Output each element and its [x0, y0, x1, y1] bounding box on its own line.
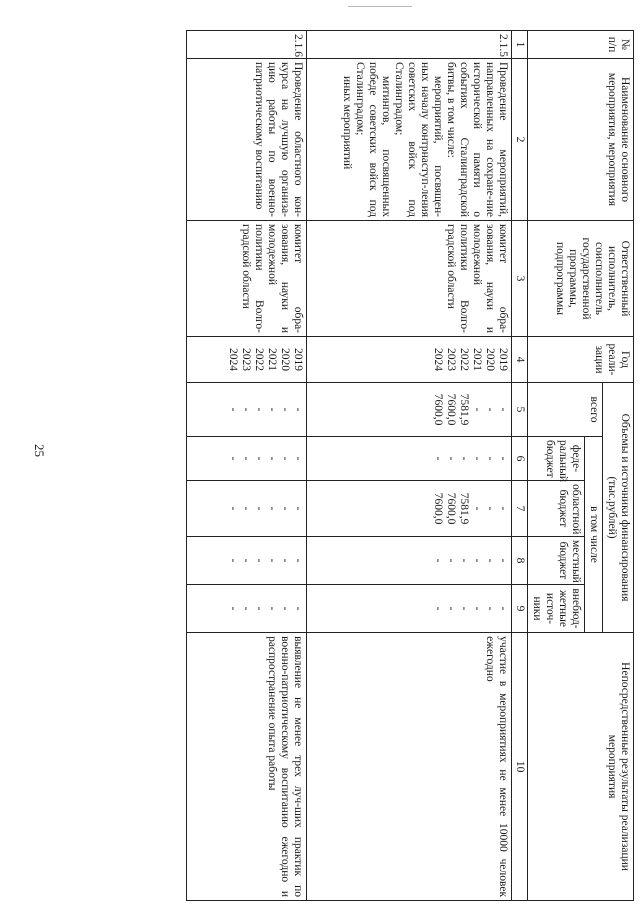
total-value: 7600,0: [432, 393, 444, 426]
row-local: [307, 537, 512, 585]
row-result: выявление не менее трех луч-ших практик по военно-патриотическому воспитанию ежегодно и распространение опыта работы: [187, 633, 307, 901]
local-value: -: [484, 558, 496, 563]
row-id: 2.1.5.: [307, 31, 512, 59]
local-value: -: [292, 558, 304, 563]
year-value: 2021: [266, 348, 278, 371]
row-total: [187, 383, 307, 437]
col-num-6: 6: [512, 437, 528, 481]
column-number-row: [512, 31, 528, 901]
year-value: 2020: [484, 348, 496, 371]
col-num-7: 7: [512, 481, 528, 537]
federal-value: -: [279, 456, 291, 461]
federal-value: -: [458, 456, 470, 461]
header-finance: Объемы и источники финансирования (тыс.рублей): [603, 383, 634, 633]
col-num-10: 10: [512, 633, 528, 901]
total-value: -: [497, 407, 509, 412]
row-result: участие в мероприятиях не менее 10000 человек ежегодно: [307, 633, 512, 901]
regional-value: -: [266, 506, 278, 511]
local-value: -: [458, 558, 470, 563]
total-value: -: [266, 407, 278, 412]
row-years: [307, 337, 512, 383]
col-num-8: 8: [512, 537, 528, 585]
header-year: Год реали-зации: [528, 337, 634, 383]
header-executor: Ответственный исполнитель, соисполнитель государственной программы, подпрограммы: [528, 221, 634, 337]
row-executor: комитет обра-зования, науки и молодежной политики Волго-градской области: [187, 221, 307, 337]
col-num-4: 4: [512, 337, 528, 383]
local-value: -: [497, 558, 509, 563]
regional-value: -: [292, 506, 304, 511]
total-value: -: [292, 407, 304, 412]
header-regional: областной бюджет: [528, 481, 585, 537]
header-local: местный бюджет: [528, 537, 585, 585]
federal-value: -: [497, 456, 509, 461]
regional-value: -: [227, 506, 239, 511]
regional-value: 7600,0: [432, 492, 444, 525]
header-results: Непосредственные результаты реализации мероприятия: [528, 633, 634, 901]
row-name-line: митингов, посвященных победе советских войск под Сталинградом;: [354, 62, 392, 217]
header-row-1: [603, 31, 634, 901]
local-value: -: [227, 558, 239, 563]
regional-value: -: [484, 506, 496, 511]
offbudget-value: -: [292, 606, 304, 611]
local-value: -: [240, 558, 252, 563]
local-value: -: [471, 558, 483, 563]
regional-value: 7581,9: [458, 492, 470, 525]
row-offbudget: [187, 585, 307, 633]
row-federal: [307, 437, 512, 481]
program-table: [186, 30, 634, 901]
header-federal: феде-ральный бюджет: [528, 437, 585, 481]
local-value: -: [279, 558, 291, 563]
row-offbudget: [307, 585, 512, 633]
local-value: -: [432, 558, 444, 563]
offbudget-value: -: [253, 606, 265, 611]
federal-value: -: [266, 456, 278, 461]
row-name-line: иных мероприятий: [341, 76, 353, 170]
year-value: 2019: [292, 348, 304, 371]
year-value: 2023: [240, 348, 252, 371]
row-federal: [187, 437, 307, 481]
header-offbudget: внебюд-жетные источ-ники: [528, 585, 585, 633]
row-total: [307, 383, 512, 437]
regional-value: -: [279, 506, 291, 511]
local-value: -: [266, 558, 278, 563]
offbudget-value: -: [484, 606, 496, 611]
offbudget-value: -: [445, 606, 457, 611]
regional-value: 7600,0: [445, 492, 457, 525]
year-value: 2022: [253, 348, 265, 371]
regional-value: -: [253, 506, 265, 511]
col-num-9: 9: [512, 585, 528, 633]
federal-value: -: [240, 456, 252, 461]
total-value: -: [253, 407, 265, 412]
total-value: -: [227, 407, 239, 412]
regional-value: -: [240, 506, 252, 511]
rotated-sheet: [211, 30, 634, 900]
offbudget-value: -: [240, 606, 252, 611]
col-num-2: 2: [512, 59, 528, 221]
total-value: -: [240, 407, 252, 412]
offbudget-value: -: [497, 606, 509, 611]
total-value: -: [279, 407, 291, 412]
col-num-5: 5: [512, 383, 528, 437]
offbudget-value: -: [279, 606, 291, 611]
federal-value: -: [471, 456, 483, 461]
federal-value: -: [292, 456, 304, 461]
scan-artifact-line: [348, 6, 412, 7]
year-value: 2023: [445, 348, 457, 371]
federal-value: -: [445, 456, 457, 461]
local-value: -: [445, 558, 457, 563]
regional-value: -: [471, 506, 483, 511]
row-local: [187, 537, 307, 585]
offbudget-value: -: [432, 606, 444, 611]
year-value: 2019: [497, 348, 509, 371]
table-row: [187, 31, 307, 901]
regional-value: -: [497, 506, 509, 511]
total-value: 7581,9: [458, 393, 470, 426]
col-num-1: 1: [512, 31, 528, 59]
row-id: 2.1.6.: [187, 31, 307, 59]
row-regional: [187, 481, 307, 537]
total-value: -: [484, 407, 496, 412]
table-row: [307, 31, 512, 901]
col-num-3: 3: [512, 221, 528, 337]
total-value: -: [471, 407, 483, 412]
row-years: [187, 337, 307, 383]
page-number-text: 25: [32, 444, 47, 457]
federal-value: -: [432, 456, 444, 461]
year-value: 2021: [471, 348, 483, 371]
row-regional: [307, 481, 512, 537]
offbudget-value: -: [471, 606, 483, 611]
row-name-line: Проведение областного кон-курса на лучшую организа-цию работы по военно-патриотическому воспитанию: [253, 62, 304, 217]
local-value: -: [253, 558, 265, 563]
row-name: [187, 59, 307, 221]
year-value: 2022: [458, 348, 470, 371]
row-name-line: Проведение мероприятий, направленных на сохране-ние исторической памяти о событиях Сталинградской битвы, в том числе:: [445, 62, 509, 217]
row-name: [307, 59, 512, 221]
row-executor: комитет обра-зования, науки и молодежной политики Волго-градской области: [307, 221, 512, 337]
header-incl: в том числе: [585, 437, 603, 633]
offbudget-value: -: [458, 606, 470, 611]
header-name: Наименование основного мероприятия, мероприятия: [528, 59, 634, 221]
offbudget-value: -: [227, 606, 239, 611]
year-value: 2020: [279, 348, 291, 371]
federal-value: -: [253, 456, 265, 461]
row-name-line: мероприятий, посвящен-ных началу контрнаступ-ления советских войск под Сталинградом;: [393, 62, 444, 217]
total-value: 7600,0: [445, 393, 457, 426]
federal-value: -: [227, 456, 239, 461]
year-value: 2024: [227, 348, 239, 371]
header-total: всего: [528, 383, 603, 437]
year-value: 2024: [432, 348, 444, 371]
offbudget-value: -: [266, 606, 278, 611]
header-number: № п/п: [528, 31, 634, 59]
federal-value: -: [484, 456, 496, 461]
